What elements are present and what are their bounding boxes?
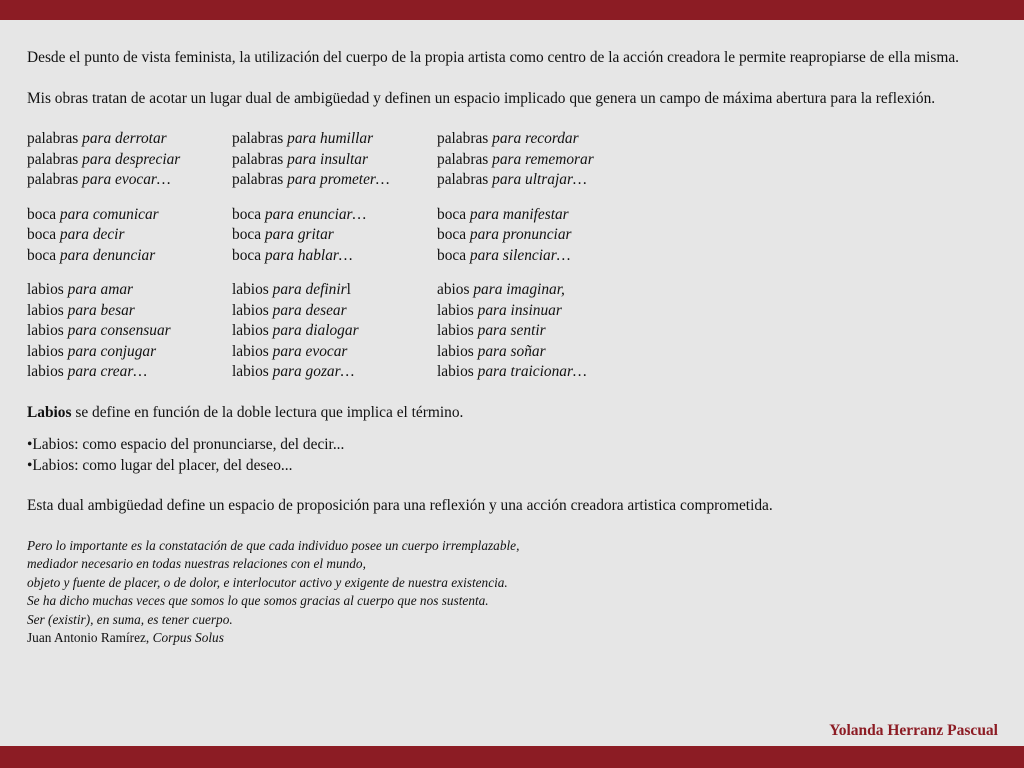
word-purpose: para recordar: [492, 130, 579, 147]
word-purpose: para manifestar: [469, 205, 569, 223]
word-cell: [27, 205, 232, 226]
word-cell: [437, 321, 737, 342]
word-cell: [437, 225, 737, 246]
word-purpose: para besar: [67, 301, 135, 319]
word-purpose: para soñar: [477, 342, 546, 360]
word-noun: palabras: [437, 130, 493, 147]
quote-author: Juan Antonio Ramírez,: [27, 630, 150, 646]
word-cell: [437, 129, 737, 150]
word-noun: labios: [437, 342, 478, 360]
word-noun: labios: [27, 363, 68, 380]
word-noun: boca: [27, 246, 60, 264]
word-noun: labios: [232, 301, 273, 319]
quote-line: Pero lo importante es la constatación de que cada individuo posee un cuerpo irremplazable,: [27, 537, 520, 553]
word-purpose: para traicionar…: [477, 363, 587, 380]
word-cell: [27, 280, 232, 301]
word-cell: [232, 129, 437, 150]
word-noun: boca: [232, 226, 265, 243]
group-spacer: [27, 266, 737, 280]
word-cell: [27, 246, 232, 267]
word-cell: [232, 246, 437, 267]
word-purpose: para consensuar: [67, 322, 171, 339]
word-noun: palabras: [437, 150, 493, 168]
intro-paragraph-2: Mis obras tratan de acotar un lugar dual de ambigüedad y definen un espacio implicado que genera un campo de máxima abertura para la reflexión.: [27, 89, 936, 107]
quote-attribution: [27, 629, 1000, 648]
word-noun: boca: [27, 226, 60, 243]
word-cell: [232, 362, 437, 383]
word-cell: [437, 170, 737, 191]
word-cell: [437, 342, 737, 363]
word-purpose: para hablar…: [264, 246, 353, 264]
word-purpose: para silenciar…: [469, 246, 571, 264]
quote-line: mediador necesario en todas nuestras relaciones con el mundo,: [27, 556, 366, 572]
word-noun: boca: [437, 226, 470, 243]
word-cell: [232, 342, 437, 363]
word-purpose: para despreciar: [82, 150, 181, 168]
definition-term: Labios: [27, 403, 72, 421]
word-purpose: para decir: [59, 226, 125, 243]
word-noun: labios: [437, 363, 478, 380]
word-noun: labios: [27, 342, 68, 360]
word-noun: labios: [232, 342, 273, 360]
word-purpose: para conjugar: [67, 342, 157, 360]
group-spacer: [27, 191, 737, 205]
word-noun: boca: [232, 205, 265, 223]
word-noun: labios: [232, 363, 273, 380]
word-purpose: para definir: [272, 281, 347, 298]
word-noun: boca: [437, 246, 470, 264]
word-purpose: para rememorar: [492, 150, 594, 168]
word-purpose: para insultar: [287, 150, 368, 168]
word-grid: [27, 129, 1000, 383]
word-purpose: para ultrajar…: [492, 171, 587, 188]
word-purpose: para amar: [67, 281, 134, 298]
word-purpose: para denunciar: [59, 246, 156, 264]
word-noun: labios: [27, 281, 68, 298]
word-noun: palabras: [232, 130, 288, 147]
word-cell: [232, 321, 437, 342]
word-noun: palabras: [27, 130, 83, 147]
word-cell: [27, 321, 232, 342]
word-cell: [437, 280, 737, 301]
word-cell: [232, 280, 437, 301]
word-cell: [27, 301, 232, 322]
quote-line: Se ha dicho muchas veces que somos lo que somos gracias al cuerpo que nos sustenta.: [27, 593, 489, 609]
quote-work: Corpus Solus: [149, 630, 224, 646]
word-purpose: para derrotar: [82, 130, 167, 147]
word-cell: [27, 170, 232, 191]
intro-paragraph-1: Desde el punto de vista feminista, la utilización del cuerpo de la propia artista como centro de la acción creadora le permite reapropiarse de ella misma.: [27, 49, 960, 66]
bullet-item: •Labios: como espacio del pronunciarse, del decir...: [27, 436, 345, 453]
word-noun: boca: [437, 205, 470, 223]
word-tail: l: [346, 281, 351, 298]
bottom-band: [0, 746, 1024, 768]
word-cell: [437, 150, 737, 171]
definition-line: [27, 403, 1000, 424]
word-noun: palabras: [27, 150, 83, 168]
word-purpose: para desear: [272, 301, 347, 319]
word-cell: [437, 362, 737, 383]
word-cell: [437, 301, 737, 322]
word-purpose: para insinuar: [477, 301, 562, 319]
word-cell: [232, 150, 437, 171]
author-name: Yolanda Herranz Pascual: [829, 722, 998, 739]
word-purpose: para imaginar,: [473, 281, 565, 298]
word-noun: boca: [232, 246, 265, 264]
word-cell: [27, 225, 232, 246]
word-noun: palabras: [437, 171, 493, 188]
word-cell: [437, 246, 737, 267]
word-cell: [27, 342, 232, 363]
word-purpose: para pronunciar: [469, 226, 572, 243]
bullet-item: •Labios: como lugar del placer, del deseo...: [27, 456, 293, 474]
word-noun: labios: [437, 301, 478, 319]
top-band: [0, 0, 1024, 20]
word-noun: palabras: [232, 171, 288, 188]
word-purpose: para enunciar…: [264, 205, 367, 223]
word-purpose: para evocar: [272, 342, 348, 360]
conclusion-paragraph: Esta dual ambigüedad define un espacio de proposición para una reflexión y una acción creadora artistica comprometida.: [27, 497, 773, 514]
word-purpose: para humillar: [287, 130, 374, 147]
word-noun: labios: [232, 322, 273, 339]
word-noun: palabras: [232, 150, 288, 168]
word-cell: [232, 205, 437, 226]
word-noun: labios: [437, 322, 478, 339]
word-cell: [27, 150, 232, 171]
word-cell: [27, 129, 232, 150]
word-noun: labios: [232, 281, 273, 298]
word-cell: [232, 170, 437, 191]
main-content: [27, 48, 1000, 648]
word-cell: [232, 301, 437, 322]
word-cell: [437, 205, 737, 226]
quote-line: objeto y fuente de placer, o de dolor, e interlocutor activo y exigente de nuestra existencia.: [27, 574, 508, 590]
word-noun: palabras: [27, 171, 83, 188]
word-noun: boca: [27, 205, 60, 223]
word-purpose: para crear…: [67, 363, 147, 380]
word-purpose: para sentir: [477, 322, 546, 339]
word-purpose: para gritar: [264, 226, 334, 243]
word-noun: labios: [27, 301, 68, 319]
word-noun: abios: [437, 281, 474, 298]
word-purpose: para dialogar: [272, 322, 359, 339]
word-cell: [27, 362, 232, 383]
word-cell: [232, 225, 437, 246]
definition-text: se define en función de la doble lectura que implica el término.: [71, 403, 464, 421]
word-purpose: para prometer…: [287, 171, 390, 188]
word-purpose: para evocar…: [82, 171, 171, 188]
word-purpose: para gozar…: [272, 363, 355, 380]
word-purpose: para comunicar: [59, 205, 159, 223]
quote-line: Ser (existir), en suma, es tener cuerpo.: [27, 611, 233, 627]
word-noun: labios: [27, 322, 68, 339]
quote-block: [27, 537, 1000, 649]
